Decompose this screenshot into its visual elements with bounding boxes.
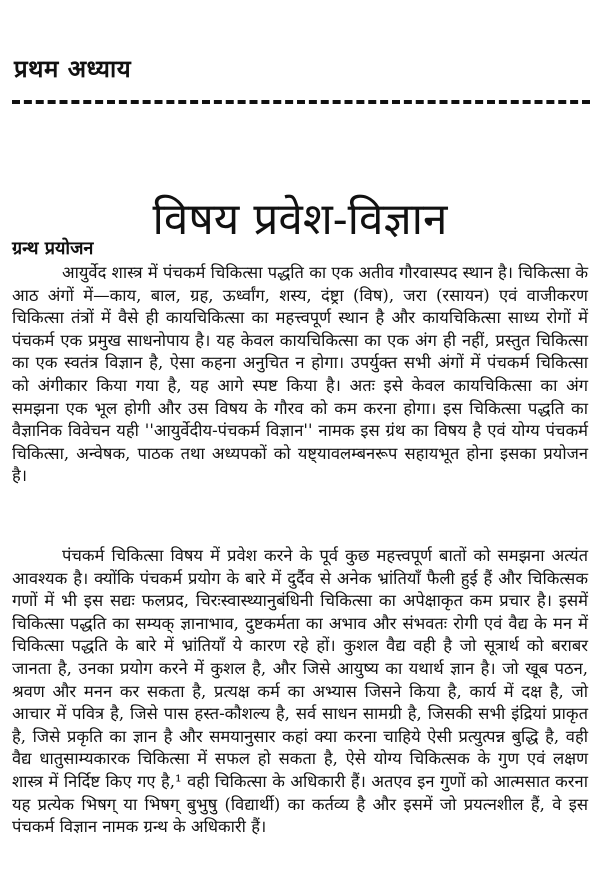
paragraph-2: पंचकर्म चिकित्सा विषय में प्रवेश करने के पूर्व कुछ महत्त्वपूर्ण बातों को समझना अत्यंत आवश्यक है। क्योंकि पंचकर्म प्रयोग के बारे में दुर्दैव से अनेक भ्रांतियाँ फैली हुई हैं और चिकित्सक गणों में भी इस सद्यः फलप्रद, चिरःस्वास्थ्यानुबंधिनी चिकित्सा का अपेक्षाकृत कम प्रचार है। इसमें चिकित्सा पद्धति का सम्यक् ज्ञानाभाव, दुष्टकर्मता का अभाव और संभवतः रोगी एवं वैद्य के मन में चिकित्सा पद्धति के बारे में भ्रांतियाँ ये कारण रहे हों। कुशल वैद्य वही है जो सूत्रार्थ को बराबर जानता है, उनका प्रयोग करने में कुशल है, और जिसे आयुष्य का यथार्थ ज्ञान है। जो खूब पठन, श्रवण और मनन कर सकता है, प्रत्यक्ष कर्म का अभ्यास जिसने किया है, कार्य में दक्ष है, जो आचार में पवित्र है, जिसे पास हस्त-कौशल्य है, सर्व साधन सामग्री है, जिसकी सभी इंद्रियां प्राकृत है, जिसे प्रकृति का ज्ञान है और समयानुसार कहां क्या करना चाहिये ऐसी प्रत्युत्पन्न बुद्धि है, वही वैद्य धातुसाम्यकारक चिकित्सा में सफल हो सकता है, ऐसे योग्य चिकित्सक के गुण एवं लक्षण शास्त्र में निर्दिष्ट किए गए है,¹ वही चिकित्सा के अधिकारी हैं। अतएव इन गुणों को आत्मसात करना यह प्रत्येक भिषग् या भिषग् बुभुषु (विद्यार्थी) का कर्तव्य है और इसमें जो प्रयत्नशील हैं, वे इस पंचकर्म विज्ञान नामक ग्रन्थ के अधिकारी हैं।: [12, 546, 588, 837]
dashed-divider: [12, 100, 590, 104]
chapter-label: प्रथम अध्याय: [14, 55, 132, 83]
section-heading: ग्रन्थ प्रयोजन: [12, 238, 94, 259]
paragraph-1: आयुर्वेद शास्त्र में पंचकर्म चिकित्सा पद्धति का एक अतीव गौरवास्पद स्थान है। चिकित्सा के आठ अंगों में—काय, बाल, ग्रह, ऊर्ध्वांग, शस्य, दंष्ट्रा (विष), जरा (रसायन) एवं वाजीकरण चिकित्सा तंत्रों में वैसे ही कायचिकित्सा का महत्त्वपूर्ण स्थान है और कायचिकित्सा साध्य रोगों में पंचकर्म एक प्रमुख साधनोपाय है। यह केवल कायचिकित्सा का एक अंग ही नहीं, प्रस्तुत चिकित्सा का एक स्वतंत्र विज्ञान है, ऐसा कहना अनुचित न होगा। उपर्युक्त सभी अंगों में पंचकर्म चिकित्सा को अंगीकार किया गया है, यह आगे स्पष्ट किया है। अतः इसे केवल कायचिकित्सा का अंग समझना एक भूल होगी और उस विषय के गौरव को कम करना होगा। इस चिकित्सा पद्धति का वैज्ञानिक विवेचन यही ''आयुर्वेदीय-पंचकर्म विज्ञान'' नामक इस ग्रंथ का विषय है एवं योग्य पंचकर्म चिकित्सा, अन्वेषक, पाठक तथा अध्यपकों को यष्ट्यावलम्बनरूप सहायभूत होना इसका प्रयोजन है।: [12, 263, 589, 486]
chapter-title: विषय प्रवेश-विज्ञान: [152, 194, 448, 246]
